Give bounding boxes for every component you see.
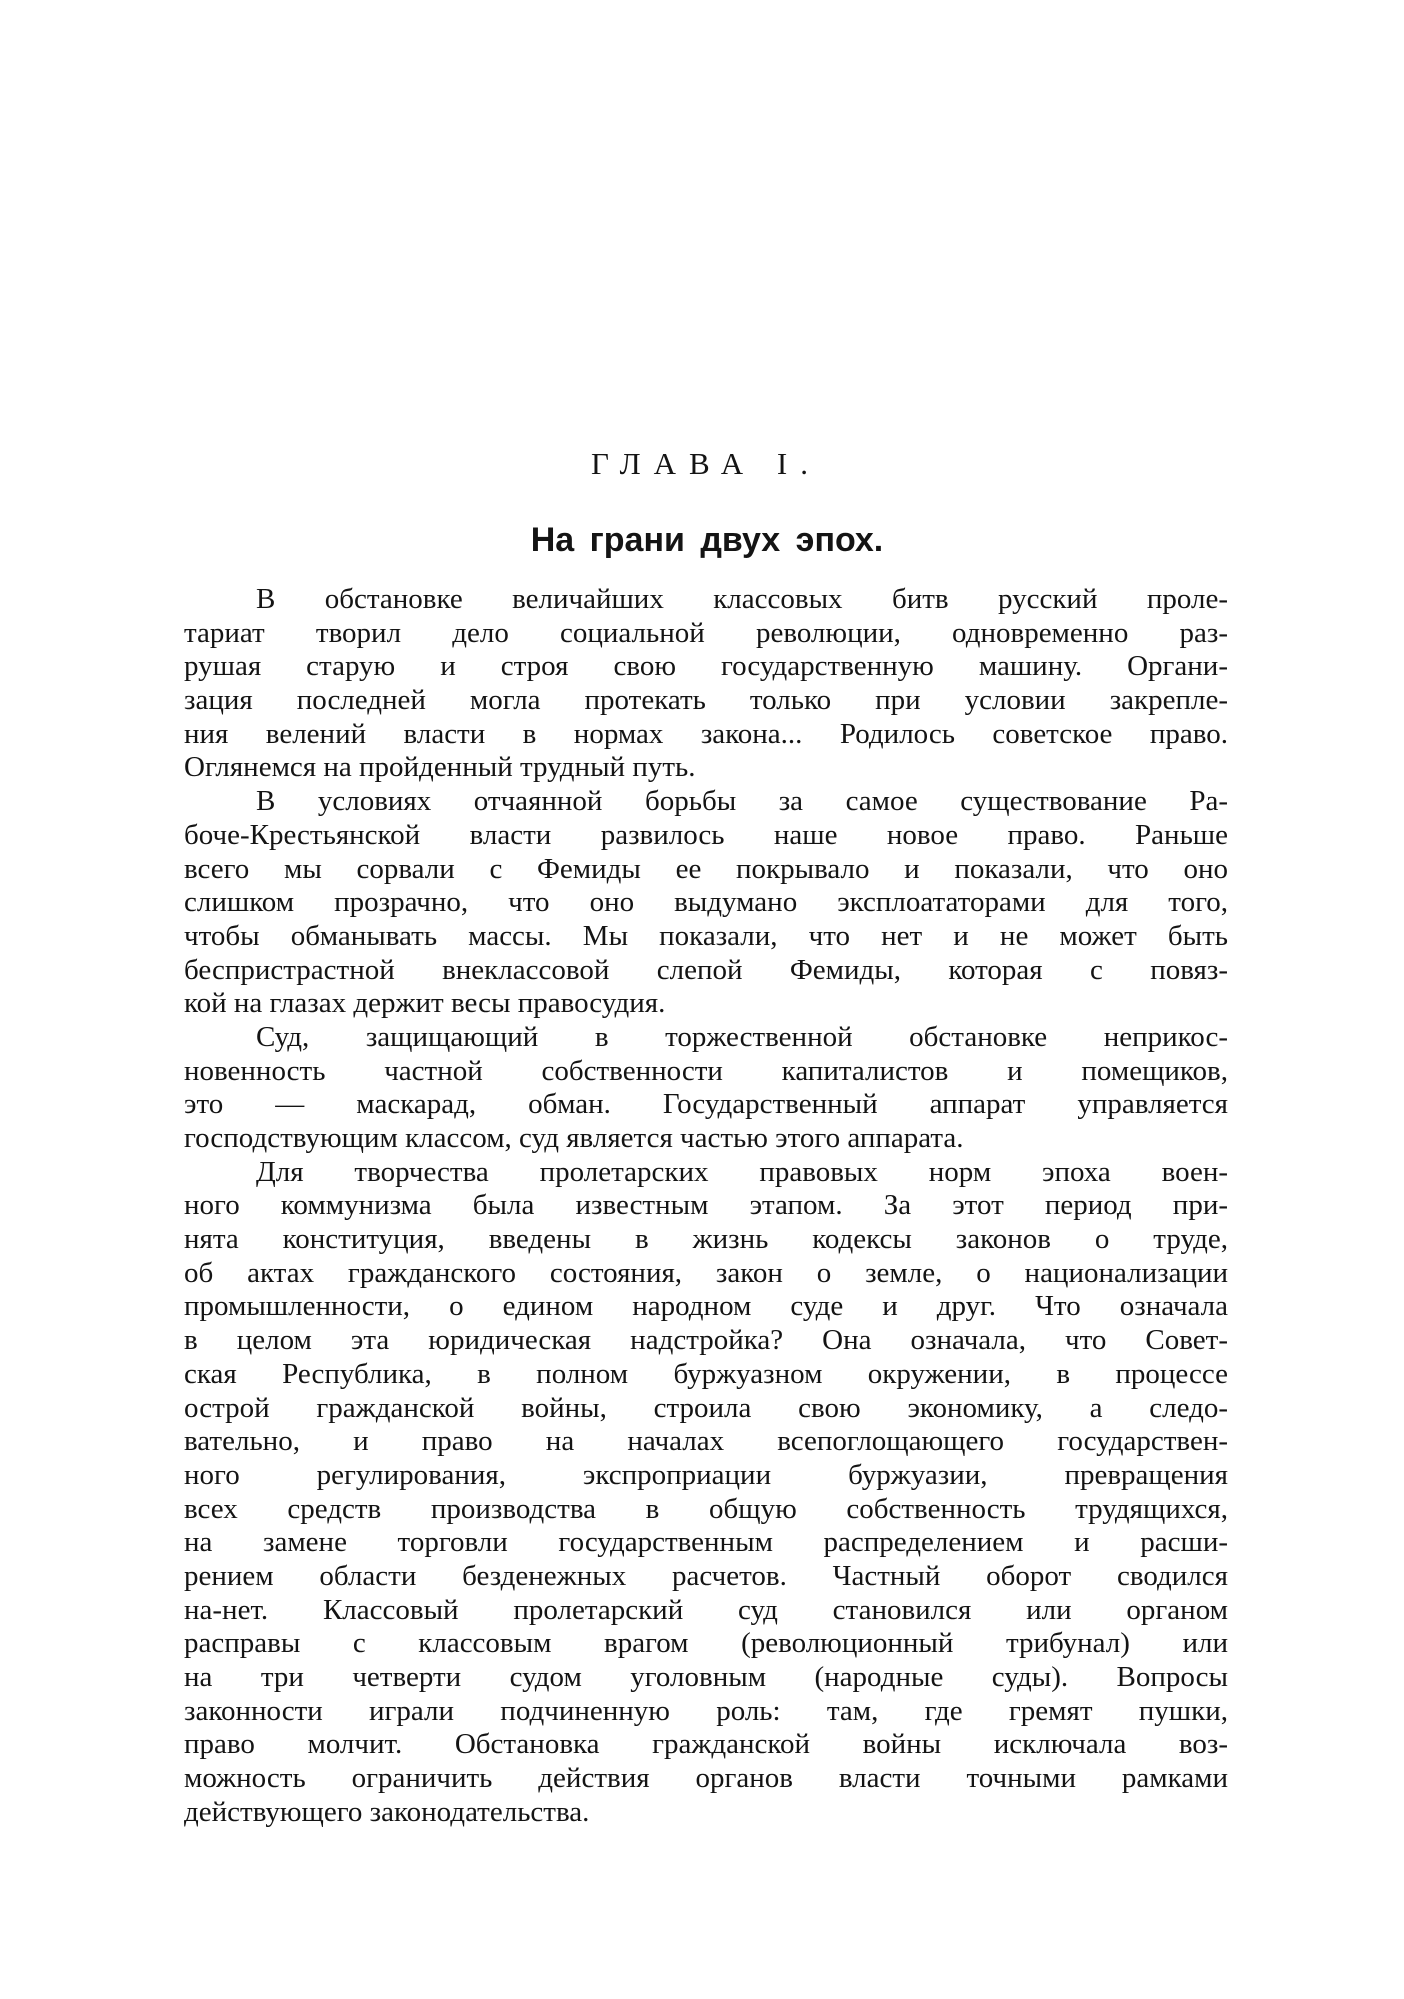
- paragraph: [184, 1021, 1228, 1156]
- text-line: это — маскарад, обман. Государственный аппарат управляется: [184, 1088, 1228, 1121]
- text-line: острой гражданской войны, строила свою экономику, а следо-: [184, 1391, 1228, 1424]
- text-line: ного коммунизма была известным этапом. За этот период при-: [184, 1189, 1228, 1222]
- text-line: рушая старую и строя свою государственную машину. Органи-: [184, 650, 1228, 683]
- text-line: беспристрастной внеклассовой слепой Фемиды, которая с повяз-: [184, 953, 1228, 986]
- text-line: законности играли подчиненную роль: там, где гремят пушки,: [184, 1694, 1228, 1727]
- text-line: всего мы сорвали с Фемиды ее покрывало и показали, что оно: [184, 852, 1228, 885]
- chapter-title: На грани двух эпох.: [530, 521, 884, 559]
- text-line: тариат творил дело социальной революции, одновременно раз-: [184, 616, 1228, 649]
- text-line: господствующим классом, суд является частью этого аппарата.: [184, 1122, 964, 1154]
- text-line: В обстановке величайших классовых битв русский проле-: [256, 583, 1228, 615]
- paragraph: [184, 785, 1228, 1021]
- text-line: нята конституция, введены в жизнь кодексы законов о труде,: [184, 1223, 1228, 1256]
- text-line: слишком прозрачно, что оно выдумано эксплоататорами для того,: [184, 886, 1228, 919]
- text-line: в целом эта юридическая надстройка? Она означала, что Совет-: [184, 1324, 1228, 1357]
- text-line: кой на глазах держит весы правосудия.: [184, 987, 666, 1020]
- text-line: Оглянемся на пройденный трудный путь.: [184, 751, 696, 784]
- text-line: Для творчества пролетарских правовых норм эпоха воен-: [256, 1155, 1228, 1188]
- chapter-body-text: [184, 583, 1228, 1829]
- text-line: можность ограничить действия органов власти точными рамками: [184, 1762, 1228, 1795]
- text-line: зация последней могла протекать только при условии закрепле-: [184, 684, 1228, 717]
- paragraph: [184, 583, 1228, 785]
- text-line: Суд, защищающий в торжественной обстановке неприкос-: [256, 1020, 1228, 1053]
- text-line: на-нет. Классовый пролетарский суд становился или органом: [184, 1593, 1228, 1626]
- text-line: новенность частной собственности капиталистов и помещиков,: [184, 1054, 1228, 1087]
- text-line: всех средств производства в общую собственность трудящихся,: [184, 1492, 1228, 1525]
- text-line: действующего законодательства.: [184, 1795, 590, 1828]
- text-line: на замене торговли государственным распределением и расши-: [184, 1526, 1228, 1559]
- text-line: об актах гражданского состояния, закон о земле, о национализации: [184, 1256, 1228, 1289]
- text-line: боче-Крестьянской власти развилось наше новое право. Раньше: [184, 818, 1228, 851]
- text-line: чтобы обманывать массы. Мы показали, что нет и не может быть: [184, 919, 1228, 952]
- text-line: ния велений власти в нормах закона... Родилось советское право.: [184, 717, 1228, 750]
- text-line: расправы с классовым врагом (революционный трибунал) или: [184, 1627, 1228, 1660]
- text-line: право молчит. Обстановка гражданской войны исключала воз-: [184, 1728, 1228, 1761]
- paragraph: [184, 1156, 1228, 1830]
- text-line: промышленности, о едином народном суде и друг. Что означала: [184, 1290, 1228, 1323]
- chapter-label: ГЛАВА I.: [591, 446, 821, 481]
- text-line: В условиях отчаянной борьбы за самое существование Ра-: [256, 785, 1228, 818]
- text-line: рением области безденежных расчетов. Частный оборот сводился: [184, 1559, 1228, 1592]
- text-line: ская Республика, в полном буржуазном окружении, в процессе: [184, 1357, 1228, 1390]
- text-line: на три четверти судом уголовным (народные суды). Вопросы: [184, 1661, 1228, 1693]
- text-line: вательно, и право на началах всепоглощающего государствен-: [184, 1425, 1228, 1458]
- text-line: ного регулирования, экспроприации буржуазии, превращения: [184, 1458, 1228, 1491]
